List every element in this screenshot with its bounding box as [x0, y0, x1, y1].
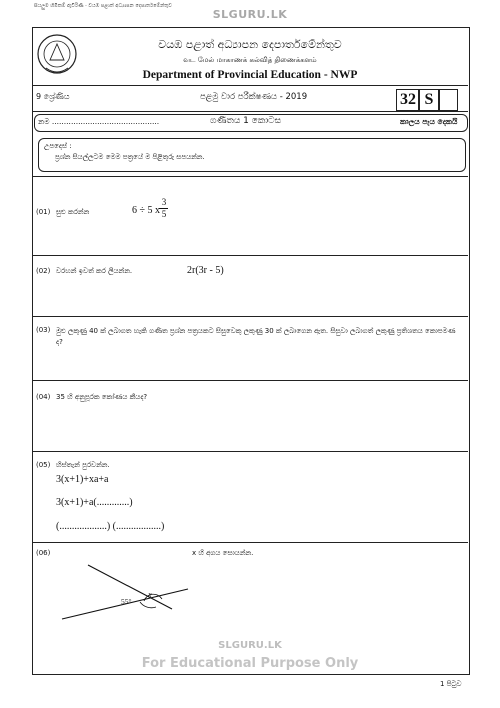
paper-code-blank: [438, 89, 458, 111]
question-number: (05): [36, 461, 51, 469]
page-number: 1 පිටුව: [440, 680, 462, 688]
question-text: 35 හි අනුපූරක කෝණය කීයද?: [56, 393, 148, 401]
instructions-text: ප්‍රශ්න සියල්ලටම මෙම පත්‍රයේ ම පිළිතුරු සපයන්න.: [55, 153, 205, 161]
angle-diagram: [60, 555, 210, 625]
question-divider: [32, 451, 468, 452]
grade-label: 9 ශ්‍රේණිය: [36, 92, 70, 101]
question-text: හිස්තැන් පුරවන්න.: [56, 461, 110, 469]
question-text: සුළු කරන්න: [56, 208, 90, 216]
answer-line-3: (...................) (..................): [56, 521, 165, 532]
fraction-denominator: 5: [161, 209, 167, 219]
angle-55-label: 55°: [121, 597, 132, 606]
angle-x-label: x: [148, 590, 152, 599]
dept-name-sinhala: වයඹ පළාත් අධ්‍යාපන දෙපාර්තමේන්තුව: [158, 38, 342, 51]
watermark-bottom-site: SLGURU.LK: [218, 640, 282, 651]
watermark-bottom-purpose: For Educational Purpose Only: [141, 656, 359, 671]
question-divider: [32, 380, 468, 381]
paper-code-letter: S: [418, 89, 440, 111]
subject-title: ගණිතය 1 කොටස: [210, 116, 282, 126]
time-allowed: කාලය පැය දෙකයි: [400, 117, 458, 126]
student-name-field: නම .............................................: [38, 117, 160, 126]
question-text: මුළු ලකුණු 40 ක් ලබාගත හැකි ගණිත ප්‍රශ්න පත්‍රයකට සිසුවෙකු ලකුණු 30 ක් ලබාගෙන ඇත. සිසුවා ලබාගත් ලකුණු ප්‍රතිශතය කොපමණ ද?: [56, 327, 456, 346]
answer-line-2: 3(x+1)+a(.............): [56, 497, 133, 508]
instructions-divider: [32, 176, 468, 177]
question-number: (03): [36, 326, 51, 334]
paper-code-number: 32: [396, 89, 420, 111]
question-text: වරහන් ඉවත් කර ලියන්න.: [56, 267, 133, 275]
question-divider: [32, 542, 468, 543]
question-number: (02): [36, 267, 51, 275]
copyright-note: සියලුම හිමිකම් ඇවිරිණි - වයඹ පළාත් අධ්‍යාපන දෙපාර්තමේන්තුව: [34, 3, 172, 9]
instructions-label: උපදෙස් :: [44, 142, 72, 150]
question-divider: [32, 255, 468, 256]
answer-line-1: 3(x+1)+xa+a: [56, 474, 109, 485]
header-divider: [32, 85, 468, 86]
question-number: (04): [36, 393, 51, 401]
question-number: (01): [36, 208, 51, 216]
grade-row-divider: [32, 111, 468, 112]
question-math: 6 ÷ 5 x: [132, 205, 160, 216]
question-number: (06): [36, 549, 51, 557]
fraction-numerator: 3: [161, 197, 167, 207]
dept-name-english: Department of Provincial Education - NWP: [142, 69, 358, 81]
dept-name-tamil: வட மேல் மாகாணக் கல்வித் திணைக்களம்: [183, 56, 317, 64]
question-divider: [32, 316, 468, 317]
question-text: x හි අගය සොයන්න.: [192, 549, 254, 557]
exam-title: පළමු වාර පරීක්ෂණය - 2019: [200, 92, 308, 102]
question-math: 2r(3r - 5): [187, 265, 224, 276]
watermark-top: SLGURU.LK: [212, 8, 288, 21]
